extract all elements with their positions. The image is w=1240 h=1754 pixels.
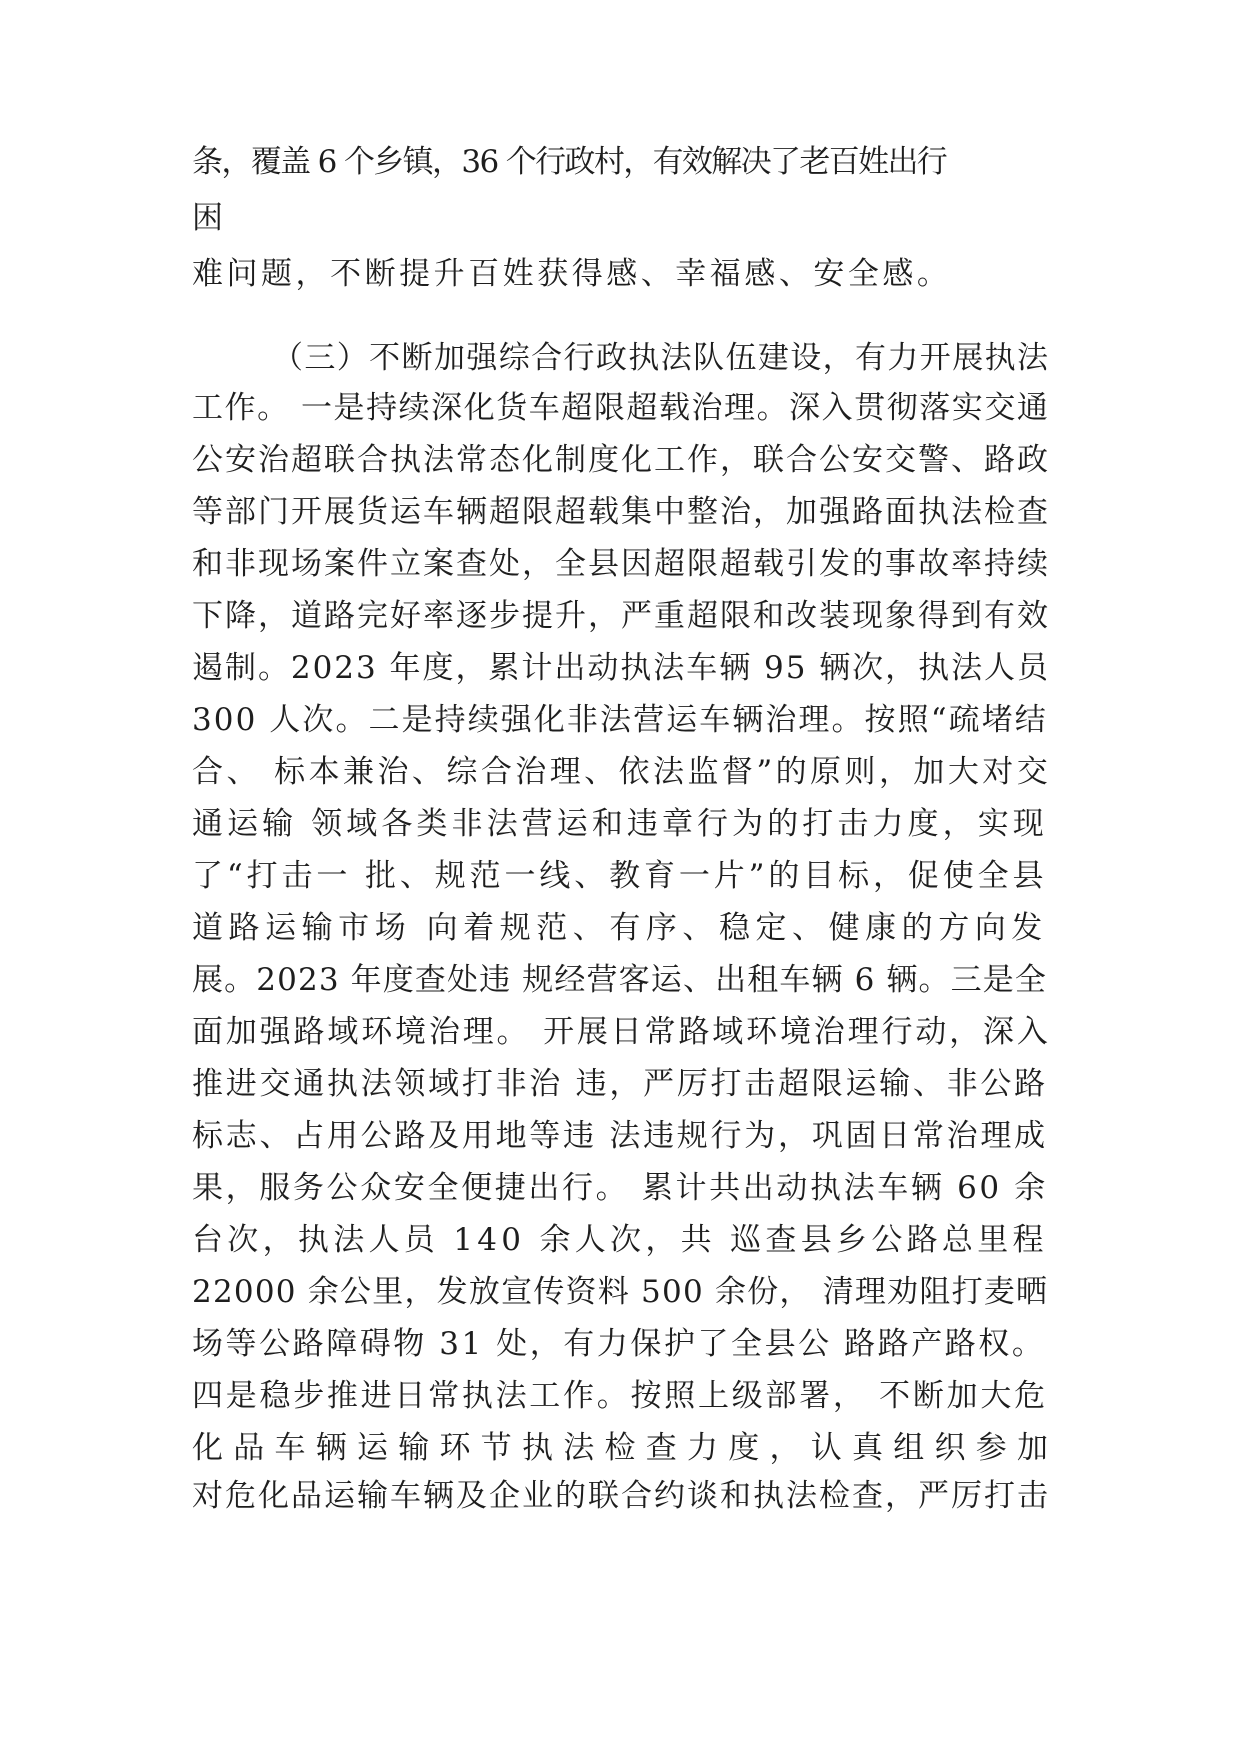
body-line-14: 了“打击一 批、规范一线、教育一片”的目标，促使全县 <box>192 858 1048 894</box>
body-line-7: 等部门开展货运车辆超限超载集中整治，加强路面执法检查 <box>192 494 1050 530</box>
body-line-6: 公安治超联合执法常态化制度化工作，联合公安交警、路政 <box>192 442 1050 478</box>
body-line-1: 条，覆盖 6 个乡镇，36 个行政村，有效解决了老百姓出行 <box>192 144 947 180</box>
body-line-21: 台次，执法人员 140 余人次，共 巡查县乡公路总里程 <box>192 1222 1048 1258</box>
body-line-11: 300 人次。二是持续强化非法营运车辆治理。按照“疏堵结 <box>192 702 1048 738</box>
body-line-20: 果，服务公众安全便捷出行。 累计共出动执法车辆 60 余 <box>192 1170 1048 1206</box>
body-line-13: 通运输 领域各类非法营运和违章行为的打击力度，实现 <box>192 806 1048 842</box>
body-line-19: 标志、占用公路及用地等违 法违规行为，巩固日常治理成 <box>192 1118 1048 1154</box>
body-line-3: 难问题，不断提升百姓获得感、幸福感、安全感。 <box>192 256 952 292</box>
body-line-10: 遏制。2023 年度，累计出动执法车辆 95 辆次，执法人员 <box>192 650 1050 686</box>
body-line-16: 展。2023 年度查处违 规经营客运、出租车辆 6 辆。三是全 <box>192 962 1048 998</box>
body-line-9: 下降，道路完好率逐步提升，严重超限和改装现象得到有效 <box>192 598 1050 634</box>
body-line-2: 困 <box>192 200 223 236</box>
body-line-26: 对危化品运输车辆及企业的联合约谈和执法检查，严厉打击 <box>192 1478 1050 1514</box>
body-line-23: 场等公路障碍物 31 处，有力保护了全县公 路路产路权。 <box>192 1326 1046 1362</box>
body-line-17: 面加强路域环境治理。 开展日常路域环境治理行动，深入 <box>192 1014 1051 1050</box>
body-line-8: 和非现场案件立案查处，全县因超限超载引发的事故率持续 <box>192 546 1050 582</box>
body-line-25: 化品车辆运输环节执法检查力度，认真组织参加 <box>192 1430 1059 1466</box>
body-line-15: 道路运输市场 向着规范、有序、稳定、健康的方向发 <box>192 910 1048 946</box>
section-heading-line: （三）不断加强综合行政执法队伍建设，有力开展执法 <box>272 340 1050 376</box>
body-line-5: 工作。 一是持续深化货车超限超载治理。深入贯彻落实交通 <box>192 390 1050 426</box>
body-line-18: 推进交通执法领域打非治 违，严厉打击超限运输、非公路 <box>192 1066 1048 1102</box>
body-line-24: 四是稳步推进日常执法工作。按照上级部署， 不断加大危 <box>192 1378 1048 1414</box>
body-line-12: 合、 标本兼治、综合治理、依法监督”的原则，加大对交 <box>192 754 1052 790</box>
body-line-22: 22000 余公里，发放宣传资料 500 余份， 清理劝阻打麦晒 <box>192 1274 1049 1310</box>
